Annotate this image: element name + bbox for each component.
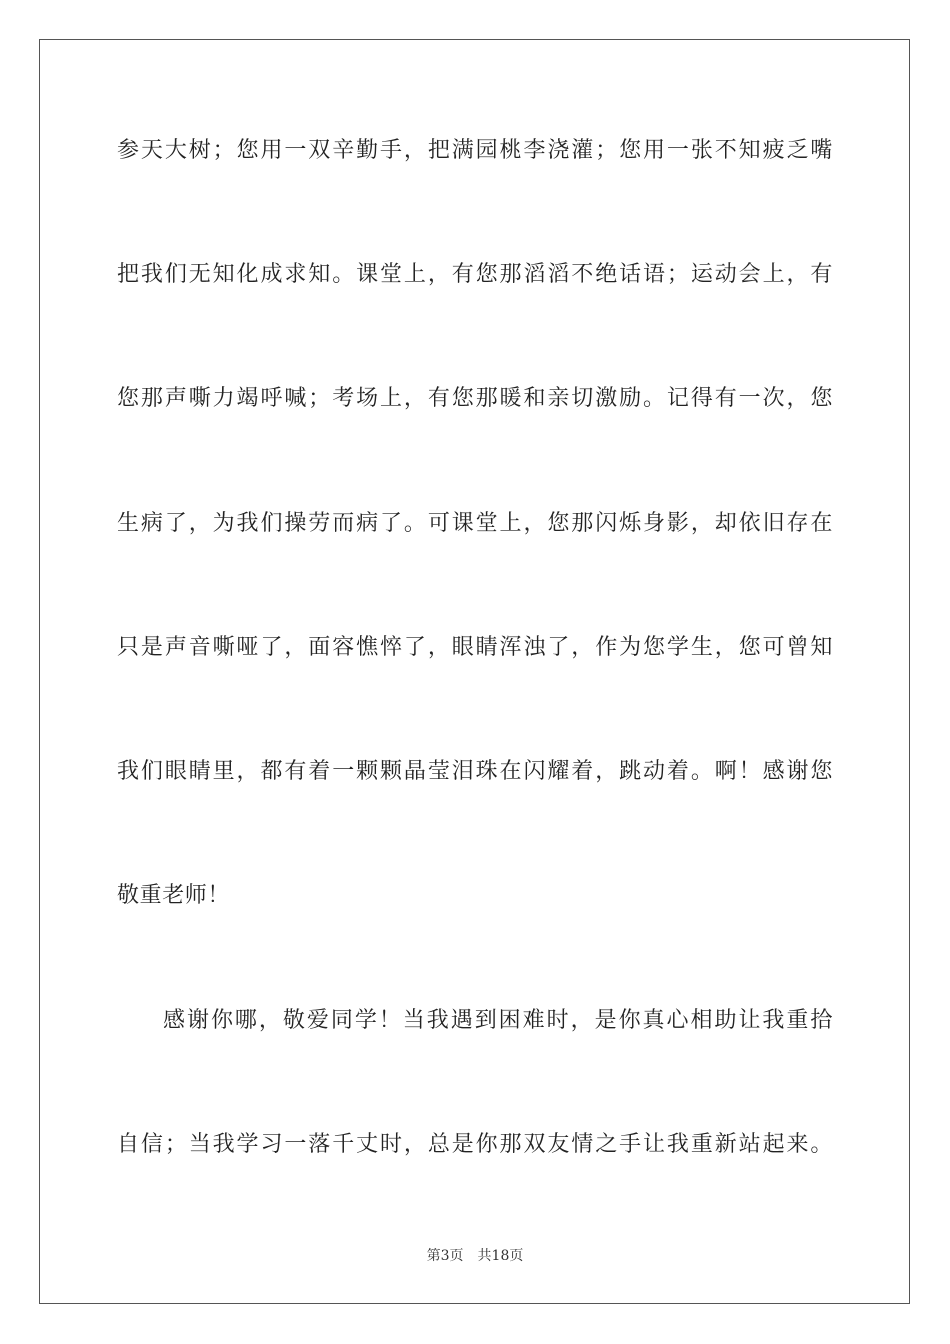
body-text-line: 生病了，为我们操劳而病了。可课堂上，您那闪烁身影，却依旧存在 [117, 511, 833, 536]
body-text-line: 敬重老师！ [117, 883, 231, 908]
page-border [39, 39, 910, 1304]
paragraph-first-line: 感谢你哪，敬爱同学！当我遇到困难时，是你真心相助让我重拾 [163, 1008, 833, 1033]
current-page-number: 第3页 [426, 1248, 464, 1264]
total-page-count: 共18页 [477, 1248, 524, 1264]
body-text-line: 自信；当我学习一落千丈时，总是你那双友情之手让我重新站起来。 [117, 1132, 833, 1157]
body-text-line: 您那声嘶力竭呼喊；考场上，有您那暖和亲切激励。记得有一次，您 [117, 386, 833, 411]
body-text-line: 把我们无知化成求知。课堂上，有您那滔滔不绝话语；运动会上，有 [117, 262, 833, 287]
body-text-line: 参天大树；您用一双辛勤手，把满园桃李浇灌；您用一张不知疲乏嘴 [117, 138, 833, 163]
page-footer [0, 1247, 950, 1265]
body-text-line: 我们眼睛里，都有着一颗颗晶莹泪珠在闪耀着，跳动着。啊！感谢您 [117, 759, 833, 784]
body-text-line: 只是声音嘶哑了，面容憔悴了，眼睛浑浊了，作为您学生，您可曾知 [117, 635, 833, 660]
